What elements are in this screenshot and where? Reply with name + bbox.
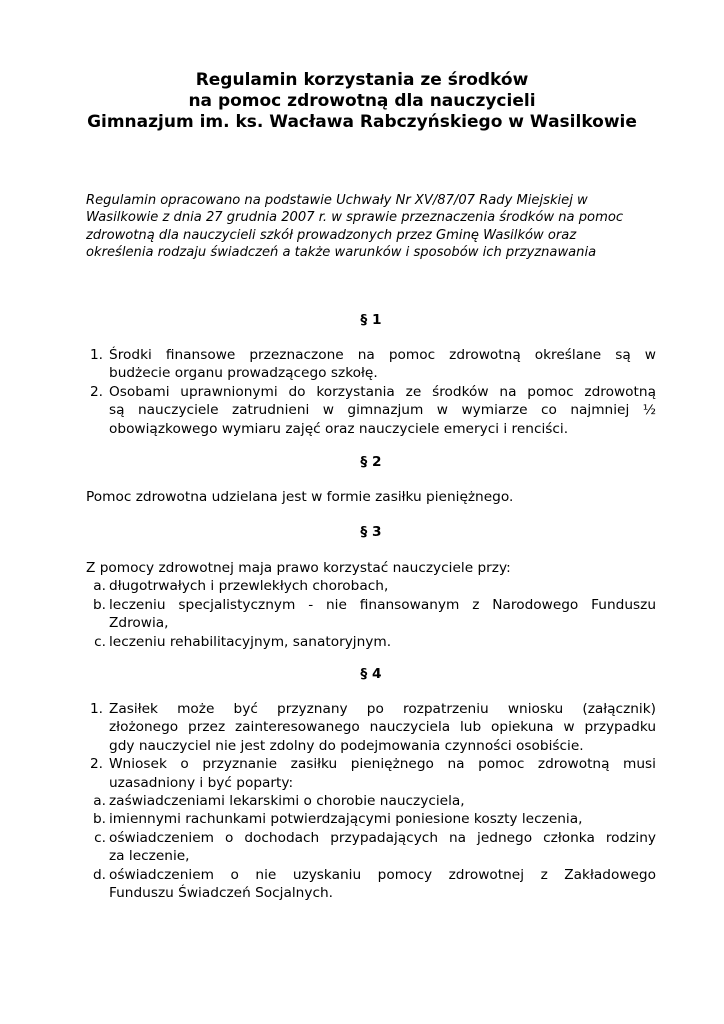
list-item-text: Środki finansowe przeznaczone na pomoc zdrowotną określane są w <box>109 347 656 363</box>
legal-basis-note <box>86 192 656 262</box>
intro-line: Wasilkowie z dnia 27 grudnia 2007 r. w sprawie przeznaczenia środków na pomoc <box>86 210 624 226</box>
list-item <box>86 700 656 755</box>
list-item <box>86 866 656 903</box>
list-item <box>86 596 656 633</box>
list-item-text: Funduszu Świadczeń Socjalnych. <box>109 885 334 902</box>
list-item-text: za leczenie, <box>109 848 190 865</box>
list-item-text: uzasadniony i być poparty: <box>109 774 294 791</box>
list-marker: 2. <box>89 756 103 773</box>
list-item-text: Zasiłek może być przyznany po rozpatrzeniu wniosku (załącznik) <box>109 701 656 717</box>
list-item-text: obowiązkowego wymiaru zajęć oraz nauczyciele emeryci i renciści. <box>109 420 569 437</box>
section-3-heading: § 3 <box>360 524 382 540</box>
list-item-text: oświadczeniem o nie uzyskaniu pomocy zdrowotnej z Zakładowego <box>109 866 656 883</box>
list-item <box>86 829 656 866</box>
list-item <box>86 383 656 438</box>
list-item-text: zaświadczeniami lekarskimi o chorobie nauczyciela, <box>109 793 465 810</box>
section-3-list <box>86 559 656 651</box>
list-marker: 1. <box>89 701 103 717</box>
list-item-text: złożonego przez zainteresowanego nauczyciela lub opiekuna w przypadku <box>109 719 656 736</box>
title-line: na pomoc zdrowotną dla nauczycieli <box>188 91 536 111</box>
list-item-text: Wniosek o przyznanie zasiłku pieniężnego na pomoc zdrowotną musi <box>109 756 656 773</box>
intro-line: Regulamin opracowano na podstawie Uchwały Nr XV/87/07 Rady Miejskiej w <box>86 193 588 208</box>
list-marker: b. <box>92 596 106 613</box>
list-marker: c. <box>94 829 106 846</box>
list-marker: c. <box>94 633 106 650</box>
section-1-list <box>86 346 656 438</box>
list-item-text: gdy nauczyciel nie jest zdolny do podejmowania czynności osobiście. <box>109 737 584 754</box>
list-marker: 1. <box>89 347 103 363</box>
list-item-text: Zdrowia, <box>109 615 169 632</box>
document-title <box>60 70 664 133</box>
section-1-heading: § 1 <box>360 312 382 328</box>
section-2-heading: § 2 <box>360 454 382 470</box>
list-marker: 2. <box>89 383 103 400</box>
list-marker: a. <box>93 793 106 810</box>
list-item-text: są nauczyciele zatrudnieni w gimnazjum w wymiarze co najmniej ½ <box>109 402 656 419</box>
intro-line: określenia rodzaju świadczeń a także warunków i sposobów ich przyznawania <box>86 245 597 261</box>
list-item-text: oświadczeniem o dochodach przypadających na jednego członka rodziny <box>109 829 656 846</box>
section-4-heading: § 4 <box>360 666 382 682</box>
title-line: Regulamin korzystania ze środków <box>195 70 529 90</box>
intro-line: zdrowotną dla nauczycieli szkół prowadzonych przez Gminę Wasilków oraz <box>86 227 577 243</box>
list-item-text: Osobami uprawnionymi do korzystania ze środków na pomoc zdrowotną <box>109 383 656 400</box>
list-item <box>86 810 656 828</box>
section-4-list <box>86 700 656 902</box>
list-item <box>86 633 656 651</box>
list-marker: b. <box>92 811 106 828</box>
list-item-text: imiennymi rachunkami potwierdzającymi poniesione koszty leczenia, <box>109 811 583 828</box>
list-item <box>86 755 656 792</box>
section-3-intro: Z pomocy zdrowotnej maja prawo korzystać nauczyciele przy: <box>86 560 511 576</box>
list-item <box>86 577 656 595</box>
list-item-text: leczeniu rehabilitacyjnym, sanatoryjnym. <box>109 633 392 650</box>
section-2-text: Pomoc zdrowotna udzielana jest w formie zasiłku pieniężnego. <box>86 489 514 505</box>
list-marker: d. <box>92 866 106 883</box>
list-item-text: leczeniu specjalistycznym - nie finansowanym z Narodowego Funduszu <box>109 596 656 613</box>
list-item <box>86 792 656 810</box>
list-item <box>86 346 656 383</box>
list-item-text: długotrwałych i przewlekłych chorobach, <box>109 578 389 595</box>
title-line: Gimnazjum im. ks. Wacława Rabczyńskiego w Wasilkowie <box>87 112 637 132</box>
list-marker: a. <box>93 578 106 595</box>
list-item-text: budżecie organu prowadzącego szkołę. <box>109 365 378 382</box>
